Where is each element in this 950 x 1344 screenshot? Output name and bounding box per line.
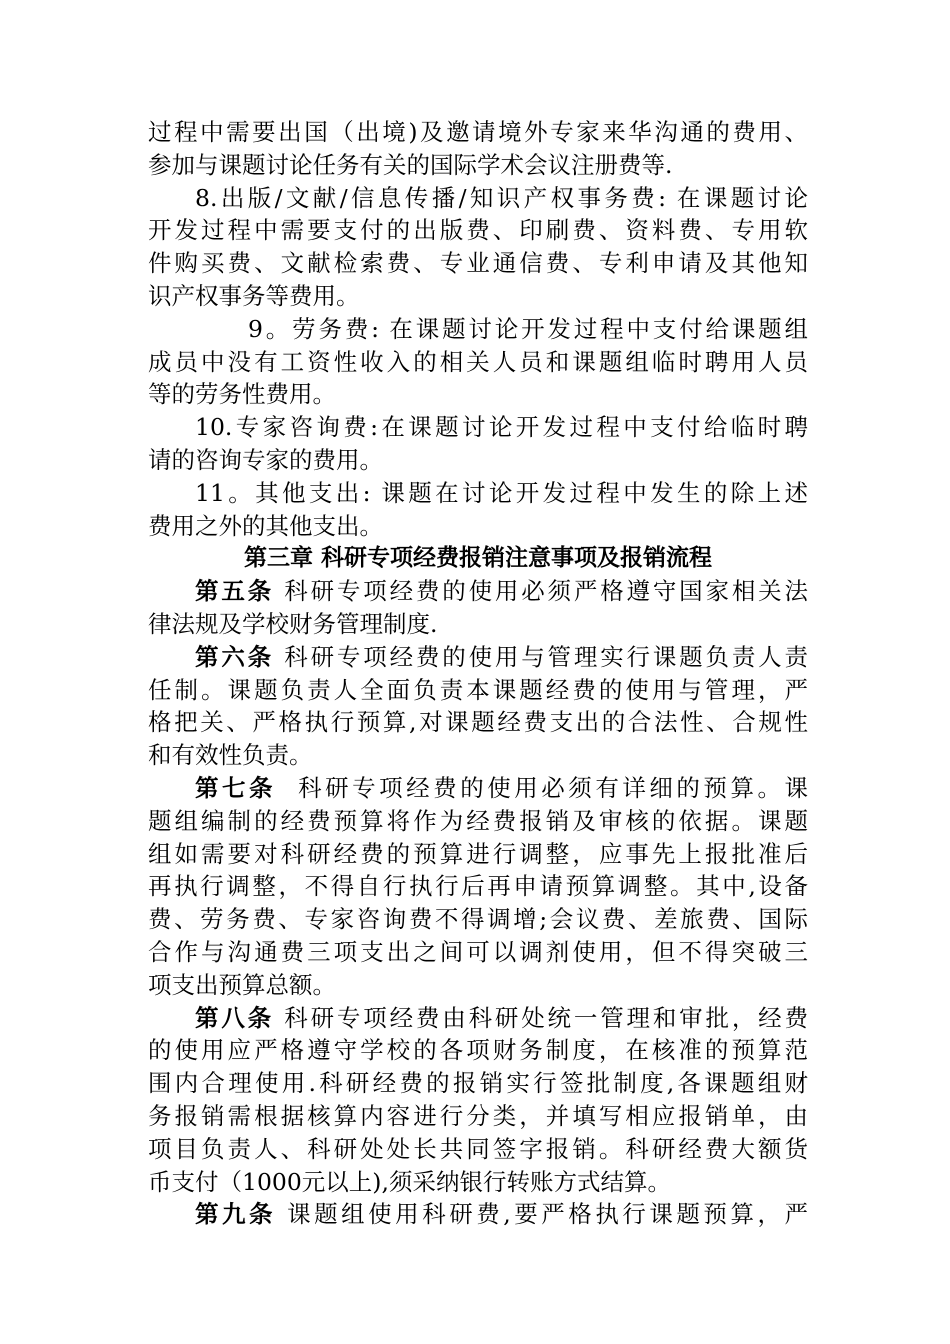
article-first-line bbox=[148, 1198, 808, 1231]
article-first-line bbox=[148, 772, 808, 805]
article-lead: 第五条 bbox=[195, 577, 274, 606]
text-line: 务报销需根据核算内容进行分类，并填写相应报销单，由 bbox=[148, 1101, 808, 1130]
text-line: 和有效性负责。 bbox=[148, 741, 313, 770]
text-line: 费、劳务费、专家咨询费不得调增;会议费、差旅费、国际 bbox=[148, 905, 808, 934]
article-first-text: 科研专项经费的使用必须严格遵守国家相关法 bbox=[273, 577, 808, 606]
article-first-text: 科研专项经费由科研处统一管理和审批，经费 bbox=[273, 1003, 808, 1032]
text-line: 10.专家咨询费:在课题讨论开发过程中支付给临时聘 bbox=[195, 413, 808, 442]
text-line: 件购买费、文献检索费、专业通信费、专利申请及其他知 bbox=[148, 249, 808, 278]
chapter-heading: 第三章 科研专项经费报销注意事项及报销流程 bbox=[243, 545, 712, 572]
article-first-line bbox=[148, 575, 808, 608]
text-line: 合作与沟通费三项支出之间可以调剂使用，但不得突破三 bbox=[148, 937, 808, 966]
paragraph-item-8 bbox=[148, 182, 808, 313]
text-line: 8.出版/文献/信息传播/知识产权事务费: 在课题讨论 bbox=[195, 183, 808, 212]
paragraph-item-11 bbox=[148, 477, 808, 543]
article-first-text: 课题组使用科研费,要严格执行课题预算，严 bbox=[276, 1200, 808, 1229]
text-line: 任制。课题负责人全面负责本课题经费的使用与管理，严 bbox=[148, 675, 808, 704]
article-first-text: 科研专项经费的使用与管理实行课题负责人责 bbox=[273, 642, 808, 671]
article-lead: 第六条 bbox=[195, 642, 274, 671]
text-line: 项支出预算总额。 bbox=[148, 970, 336, 999]
article-first-line bbox=[148, 641, 808, 674]
text-line: 币支付（1000元以上),须采纳银行转账方式结算。 bbox=[148, 1167, 671, 1196]
text-line: 识产权事务等费用。 bbox=[148, 281, 360, 310]
text-line: 成员中没有工资性收入的相关人员和课题组临时聘用人员 bbox=[148, 347, 808, 376]
article-8 bbox=[148, 1002, 808, 1199]
text-line: 参加与课题讨论任务有关的国际学术会议注册费等. bbox=[148, 150, 673, 179]
text-line: 围内合理使用.科研经费的报销实行签批制度,各课题组财 bbox=[148, 1069, 808, 1098]
article-first-line bbox=[148, 1002, 808, 1035]
article-lead: 第七条 bbox=[195, 773, 277, 802]
document-page bbox=[148, 116, 808, 1231]
text-line: 再执行调整，不得自行执行后再申请预算调整。其中,设备 bbox=[148, 872, 808, 901]
text-line: 费用之外的其他支出。 bbox=[148, 511, 383, 540]
text-line: 律法规及学校财务管理制度. bbox=[148, 609, 438, 638]
article-5 bbox=[148, 575, 808, 641]
article-7 bbox=[148, 772, 808, 1002]
article-9 bbox=[148, 1198, 808, 1231]
paragraph-item-10 bbox=[148, 411, 808, 477]
text-line: 等的劳务性费用。 bbox=[148, 380, 336, 409]
text-line: 项目负责人、科研处处长共同签字报销。科研经费大额货 bbox=[148, 1134, 808, 1163]
paragraph-item-9 bbox=[148, 313, 808, 411]
text-line: 组如需要对科研经费的预算进行调整，应事先上报批准后 bbox=[148, 839, 808, 868]
text-line: 开发过程中需要支付的出版费、印刷费、资料费、专用软 bbox=[148, 216, 808, 245]
text-line: 11。其他支出: 课题在讨论开发过程中发生的除上述 bbox=[195, 478, 808, 507]
article-lead: 第八条 bbox=[195, 1003, 274, 1032]
article-lead: 第九条 bbox=[195, 1200, 277, 1229]
text-line: 的使用应严格遵守学校的各项财务制度，在核准的预算范 bbox=[148, 1036, 808, 1065]
text-line: 题组编制的经费预算将作为经费报销及审核的依据。课题 bbox=[148, 806, 808, 835]
article-first-text: 科研专项经费的使用必须有详细的预算。课 bbox=[276, 773, 808, 802]
article-6 bbox=[148, 641, 808, 772]
text-line: 请的咨询专家的费用。 bbox=[148, 445, 383, 474]
paragraph-continuation bbox=[148, 116, 808, 182]
text-line: 格把关、严格执行预算,对课题经费支出的合法性、合规性 bbox=[148, 708, 808, 737]
text-line: 过程中需要出国（出境)及邀请境外专家来华沟通的费用、 bbox=[148, 118, 808, 146]
text-line: 9。劳务费: 在课题讨论开发过程中支付给课题组 bbox=[248, 314, 808, 343]
